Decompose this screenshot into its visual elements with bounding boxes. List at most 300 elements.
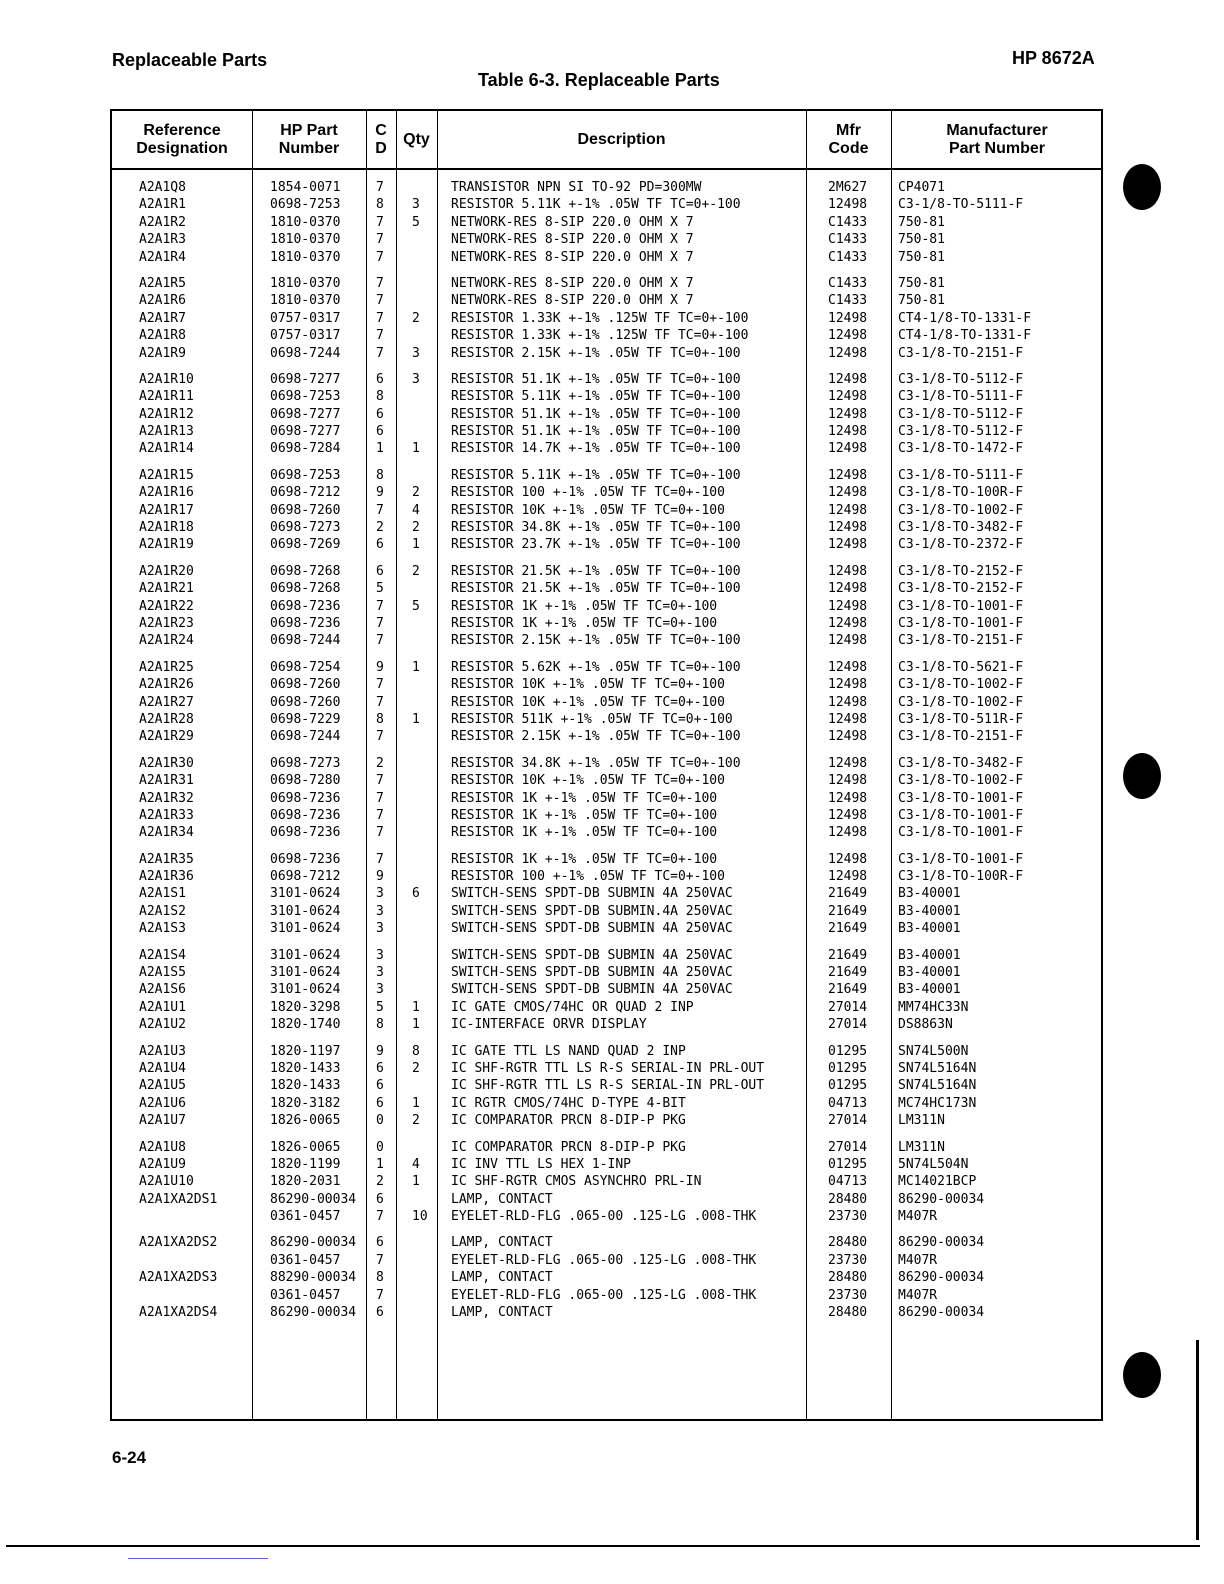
mfr-part-number-cell: M407R: [898, 1252, 938, 1268]
mfr-part-number-cell: C3-1/8-TO-2151-F: [898, 633, 1024, 649]
scan-artifact-line: [128, 1558, 268, 1559]
description-cell: SWITCH-SENS SPDT-DB SUBMIN 4A 250VAC: [451, 982, 733, 998]
part-number-cell: 1820-3182: [270, 1095, 341, 1111]
col-header-description: [437, 111, 806, 168]
ref-cell: A2A1U3: [139, 1043, 186, 1059]
qty-cell: 6: [412, 886, 420, 902]
mfr-part-number-cell: C3-1/8-TO-5111-F: [898, 389, 1024, 405]
cd-cell: 6: [376, 371, 384, 387]
table-row: [112, 903, 1101, 920]
part-number-cell: 0698-7236: [270, 851, 341, 867]
ref-cell: A2A1R30: [139, 755, 194, 771]
table-row: [112, 1287, 1101, 1304]
mfr-part-number-cell: C3-1/8-TO-511R-F: [898, 711, 1024, 727]
cd-cell: 7: [376, 615, 384, 631]
description-cell: RESISTOR 1K +-1% .05W TF TC=0+-100: [451, 807, 718, 823]
row-group: [112, 371, 1101, 458]
mfr-part-number-cell: DS8863N: [898, 1017, 953, 1033]
cd-cell: 6: [376, 1235, 384, 1251]
row-group: [112, 1139, 1101, 1226]
cd-cell: 3: [376, 965, 384, 981]
mfr-code-cell: 12498: [828, 424, 868, 440]
ref-cell: A2A1XA2DS3: [139, 1270, 218, 1286]
description-cell: LAMP, CONTACT: [451, 1235, 553, 1251]
mfr-part-number-cell: C3-1/8-TO-2151-F: [898, 345, 1024, 361]
mfr-part-number-cell: C3-1/8-TO-3482-F: [898, 520, 1024, 536]
table-row: [112, 885, 1101, 902]
cd-cell: 7: [376, 345, 384, 361]
cd-cell: 7: [376, 729, 384, 745]
cd-cell: 6: [376, 1060, 384, 1076]
description-cell: RESISTOR 10K +-1% .05W TF TC=0+-100: [451, 694, 725, 710]
cd-cell: 6: [376, 1305, 384, 1321]
mfr-part-number-cell: 750-81: [898, 249, 945, 265]
mfr-part-number-cell: M407R: [898, 1287, 938, 1303]
qty-cell: 3: [412, 371, 420, 387]
mfr-code-cell: 27014: [828, 999, 868, 1015]
mfr-part-number-cell: C3-1/8-TO-5111-F: [898, 197, 1024, 213]
cd-cell: 2: [376, 1174, 384, 1190]
mfr-code-cell: 12498: [828, 537, 868, 553]
mfr-part-number-cell: C3-1/8-TO-1472-F: [898, 441, 1024, 457]
row-group: [112, 947, 1101, 1034]
mfr-code-cell: 28480: [828, 1270, 868, 1286]
mfr-code-cell: 27014: [828, 1139, 868, 1155]
description-cell: RESISTOR 1.33K +-1% .125W TF TC=0+-100: [451, 310, 749, 326]
table-row: [112, 519, 1101, 536]
qty-cell: 3: [412, 197, 420, 213]
cd-cell: 9: [376, 869, 384, 885]
table-row: [112, 536, 1101, 553]
ref-cell: A2A1R17: [139, 502, 194, 518]
part-number-cell: 0361-0457: [270, 1287, 341, 1303]
mfr-part-number-cell: MC14021BCP: [898, 1174, 977, 1190]
cd-cell: 0: [376, 1139, 384, 1155]
row-group: [112, 659, 1101, 746]
part-number-cell: 0698-7273: [270, 520, 341, 536]
description-cell: IC COMPARATOR PRCN 8-DIP-P PKG: [451, 1113, 686, 1129]
part-number-cell: 1810-0370: [270, 232, 341, 248]
row-group: [112, 179, 1101, 266]
table-row: [112, 964, 1101, 981]
mfr-code-cell: 12498: [828, 659, 868, 675]
table-row: [112, 196, 1101, 213]
col-header-qty: [396, 111, 437, 168]
table-row: [112, 292, 1101, 309]
description-cell: IC SHF-RGTR CMOS ASYNCHRO PRL-IN: [451, 1174, 702, 1190]
ref-cell: A2A1R22: [139, 598, 194, 614]
scan-bottom-edge: [6, 1545, 1200, 1547]
cd-cell: 8: [376, 389, 384, 405]
description-cell: RESISTOR 1K +-1% .05W TF TC=0+-100: [451, 825, 718, 841]
part-number-cell: 0698-7280: [270, 773, 341, 789]
table-row: [112, 231, 1101, 248]
cd-cell: 0: [376, 1113, 384, 1129]
table-row: [112, 1112, 1101, 1129]
cd-cell: 6: [376, 1191, 384, 1207]
header-rule: [112, 168, 1101, 170]
ref-cell: A2A1R20: [139, 563, 194, 579]
table-row: [112, 807, 1101, 824]
ref-cell: A2A1U2: [139, 1017, 186, 1033]
table-row: [112, 615, 1101, 632]
ref-cell: A2A1R21: [139, 581, 194, 597]
description-cell: RESISTOR 100 +-1% .05W TF TC=0+-100: [451, 485, 725, 501]
ref-cell: A2A1U6: [139, 1095, 186, 1111]
mfr-part-number-cell: SN74L5164N: [898, 1078, 977, 1094]
ref-cell: A2A1U5: [139, 1078, 186, 1094]
ref-cell: A2A1R6: [139, 293, 186, 309]
part-number-cell: 1826-0065: [270, 1113, 341, 1129]
binder-hole: [1123, 1352, 1161, 1398]
description-cell: SWITCH-SENS SPDT-DB SUBMIN 4A 250VAC: [451, 886, 733, 902]
part-number-cell: 0698-7277: [270, 406, 341, 422]
qty-cell: 2: [412, 563, 420, 579]
ref-cell: A2A1R8: [139, 328, 186, 344]
mfr-part-number-cell: B3-40001: [898, 947, 961, 963]
mfr-code-cell: 12498: [828, 328, 868, 344]
mfr-part-number-cell: B3-40001: [898, 965, 961, 981]
col-header-label: Reference Designation: [136, 121, 228, 157]
ref-cell: A2A1U1: [139, 999, 186, 1015]
ref-cell: A2A1Q8: [139, 180, 186, 195]
table-row: [112, 214, 1101, 231]
description-cell: IC GATE CMOS/74HC OR QUAD 2 INP: [451, 999, 694, 1015]
part-number-cell: 1810-0370: [270, 275, 341, 291]
description-cell: LAMP, CONTACT: [451, 1191, 553, 1207]
description-cell: RESISTOR 10K +-1% .05W TF TC=0+-100: [451, 677, 725, 693]
qty-cell: 2: [412, 1113, 420, 1129]
mfr-code-cell: 12498: [828, 869, 868, 885]
mfr-code-cell: 2M627: [828, 180, 868, 195]
table-row: [112, 1156, 1101, 1173]
cd-cell: 7: [376, 790, 384, 806]
mfr-part-number-cell: MM74HC33N: [898, 999, 969, 1015]
part-number-cell: 3101-0624: [270, 982, 341, 998]
col-header-label: Qty: [403, 130, 430, 148]
mfr-code-cell: 12498: [828, 310, 868, 326]
col-header-label: Mfr Code: [828, 121, 869, 157]
part-number-cell: 0698-7260: [270, 502, 341, 518]
mfr-part-number-cell: C3-1/8-TO-5621-F: [898, 659, 1024, 675]
mfr-code-cell: 12498: [828, 441, 868, 457]
mfr-part-number-cell: C3-1/8-TO-100R-F: [898, 485, 1024, 501]
description-cell: RESISTOR 511K +-1% .05W TF TC=0+-100: [451, 711, 733, 727]
description-cell: RESISTOR 14.7K +-1% .05W TF TC=0+-100: [451, 441, 741, 457]
table-row: [112, 1304, 1101, 1321]
table-row: [112, 502, 1101, 519]
cd-cell: 6: [376, 424, 384, 440]
table-row: [112, 868, 1101, 885]
description-cell: RESISTOR 34.8K +-1% .05W TF TC=0+-100: [451, 755, 741, 771]
description-cell: IC SHF-RGTR TTL LS R-S SERIAL-IN PRL-OUT: [451, 1060, 765, 1076]
mfr-code-cell: 12498: [828, 345, 868, 361]
table-row: [112, 327, 1101, 344]
part-number-cell: 0698-7212: [270, 485, 341, 501]
cd-cell: 1: [376, 441, 384, 457]
mfr-part-number-cell: C3-1/8-TO-1002-F: [898, 677, 1024, 693]
part-number-cell: 0698-7253: [270, 197, 341, 213]
ref-cell: A2A1R4: [139, 249, 186, 265]
part-number-cell: 0698-7277: [270, 371, 341, 387]
part-number-cell: 1854-0071: [270, 180, 341, 195]
mfr-code-cell: 12498: [828, 729, 868, 745]
mfr-part-number-cell: M407R: [898, 1209, 938, 1225]
table-row: [112, 1139, 1101, 1156]
table-title: Table 6-3. Replaceable Parts: [478, 70, 720, 90]
cd-cell: 7: [376, 773, 384, 789]
description-cell: SWITCH-SENS SPDT-DB SUBMIN 4A 250VAC: [451, 947, 733, 963]
ref-cell: A2A1R10: [139, 371, 194, 387]
description-cell: LAMP, CONTACT: [451, 1305, 553, 1321]
part-number-cell: 0698-7284: [270, 441, 341, 457]
description-cell: IC RGTR CMOS/74HC D-TYPE 4-BIT: [451, 1095, 686, 1111]
cd-cell: 6: [376, 1078, 384, 1094]
part-number-cell: 86290-00034: [270, 1305, 357, 1321]
description-cell: IC COMPARATOR PRCN 8-DIP-P PKG: [451, 1139, 686, 1155]
table-row: [112, 659, 1101, 676]
mfr-code-cell: 01295: [828, 1043, 868, 1059]
description-cell: RESISTOR 1K +-1% .05W TF TC=0+-100: [451, 790, 718, 806]
mfr-code-cell: 21649: [828, 903, 868, 919]
ref-cell: A2A1R25: [139, 659, 194, 675]
mfr-code-cell: 23730: [828, 1287, 868, 1303]
ref-cell: A2A1S6: [139, 982, 186, 998]
cd-cell: 7: [376, 275, 384, 291]
part-number-cell: 0361-0457: [270, 1252, 341, 1268]
part-number-cell: 1820-1197: [270, 1043, 341, 1059]
part-number-cell: 0698-7260: [270, 677, 341, 693]
table-row: [112, 1234, 1101, 1251]
mfr-code-cell: 12498: [828, 485, 868, 501]
table-row: [112, 824, 1101, 841]
cd-cell: 8: [376, 711, 384, 727]
description-cell: IC INV TTL LS HEX 1-INP: [451, 1156, 632, 1172]
cd-cell: 2: [376, 755, 384, 771]
cd-cell: 7: [376, 1209, 384, 1225]
cd-cell: 9: [376, 659, 384, 675]
ref-cell: A2A1R2: [139, 214, 186, 230]
qty-cell: 1: [412, 999, 420, 1015]
mfr-part-number-cell: LM311N: [898, 1139, 945, 1155]
ref-cell: A2A1R35: [139, 851, 194, 867]
cd-cell: 5: [376, 581, 384, 597]
mfr-code-cell: 23730: [828, 1209, 868, 1225]
mfr-part-number-cell: CP4071: [898, 180, 945, 195]
part-number-cell: 0698-7273: [270, 755, 341, 771]
mfr-code-cell: 12498: [828, 677, 868, 693]
cd-cell: 8: [376, 1017, 384, 1033]
description-cell: SWITCH-SENS SPDT-DB SUBMIN 4A 250VAC: [451, 965, 733, 981]
part-number-cell: 0698-7236: [270, 807, 341, 823]
mfr-part-number-cell: C3-1/8-TO-1001-F: [898, 790, 1024, 806]
part-number-cell: 0698-7244: [270, 633, 341, 649]
mfr-part-number-cell: C3-1/8-TO-1001-F: [898, 807, 1024, 823]
parts-table: [110, 109, 1103, 1421]
cd-cell: 2: [376, 520, 384, 536]
table-row: [112, 1016, 1101, 1033]
ref-cell: A2A1R36: [139, 869, 194, 885]
mfr-code-cell: 04713: [828, 1174, 868, 1190]
cd-cell: 9: [376, 485, 384, 501]
mfr-code-cell: 12498: [828, 581, 868, 597]
description-cell: RESISTOR 5.11K +-1% .05W TF TC=0+-100: [451, 389, 741, 405]
description-cell: IC SHF-RGTR TTL LS R-S SERIAL-IN PRL-OUT: [451, 1078, 765, 1094]
description-cell: RESISTOR 10K +-1% .05W TF TC=0+-100: [451, 773, 725, 789]
table-row: [112, 694, 1101, 711]
ref-cell: A2A1S1: [139, 886, 186, 902]
part-number-cell: 0698-7268: [270, 563, 341, 579]
table-row: [112, 371, 1101, 388]
part-number-cell: 0757-0317: [270, 328, 341, 344]
description-cell: NETWORK-RES 8-SIP 220.0 OHM X 7: [451, 214, 694, 230]
table-row: [112, 920, 1101, 937]
ref-cell: A2A1S4: [139, 947, 186, 963]
ref-cell: A2A1U4: [139, 1060, 186, 1076]
mfr-part-number-cell: B3-40001: [898, 903, 961, 919]
table-row: [112, 406, 1101, 423]
qty-cell: 1: [412, 1017, 420, 1033]
part-number-cell: 1826-0065: [270, 1139, 341, 1155]
mfr-part-number-cell: 5N74L504N: [898, 1156, 969, 1172]
ref-cell: A2A1R29: [139, 729, 194, 745]
qty-cell: 1: [412, 1174, 420, 1190]
mfr-part-number-cell: C3-1/8-TO-1001-F: [898, 851, 1024, 867]
part-number-cell: 0698-7277: [270, 424, 341, 440]
description-cell: RESISTOR 21.5K +-1% .05W TF TC=0+-100: [451, 581, 741, 597]
ref-cell: A2A1R13: [139, 424, 194, 440]
description-cell: RESISTOR 1K +-1% .05W TF TC=0+-100: [451, 851, 718, 867]
ref-cell: A2A1S3: [139, 921, 186, 937]
mfr-part-number-cell: C3-1/8-TO-1002-F: [898, 773, 1024, 789]
cd-cell: 6: [376, 537, 384, 553]
part-number-cell: 0361-0457: [270, 1209, 341, 1225]
mfr-code-cell: 01295: [828, 1060, 868, 1076]
mfr-code-cell: 28480: [828, 1305, 868, 1321]
description-cell: RESISTOR 2.15K +-1% .05W TF TC=0+-100: [451, 345, 741, 361]
qty-cell: 1: [412, 659, 420, 675]
part-number-cell: 0698-7269: [270, 537, 341, 553]
description-cell: RESISTOR 1K +-1% .05W TF TC=0+-100: [451, 615, 718, 631]
description-cell: RESISTOR 51.1K +-1% .05W TF TC=0+-100: [451, 371, 741, 387]
row-group: [112, 563, 1101, 650]
cd-cell: 6: [376, 406, 384, 422]
part-number-cell: 1820-2031: [270, 1174, 341, 1190]
scan-edge-mark: [1196, 1340, 1199, 1540]
row-group: [112, 1043, 1101, 1130]
mfr-part-number-cell: 750-81: [898, 214, 945, 230]
mfr-code-cell: 12498: [828, 790, 868, 806]
part-number-cell: 88290-00034: [270, 1270, 357, 1286]
mfr-part-number-cell: LM311N: [898, 1113, 945, 1129]
mfr-part-number-cell: C3-1/8-TO-3482-F: [898, 755, 1024, 771]
description-cell: IC GATE TTL LS NAND QUAD 2 INP: [451, 1043, 686, 1059]
mfr-code-cell: C1433: [828, 214, 868, 230]
table-row: [112, 563, 1101, 580]
mfr-part-number-cell: C3-1/8-TO-2152-F: [898, 581, 1024, 597]
ref-cell: A2A1XA2DS1: [139, 1191, 218, 1207]
table-row: [112, 999, 1101, 1016]
col-header-mfr-part-number: [891, 111, 1103, 168]
table-row: [112, 388, 1101, 405]
mfr-part-number-cell: 86290-00034: [898, 1305, 985, 1321]
part-number-cell: 86290-00034: [270, 1191, 357, 1207]
ref-cell: A2A1S2: [139, 903, 186, 919]
mfr-part-number-cell: B3-40001: [898, 921, 961, 937]
mfr-part-number-cell: 86290-00034: [898, 1191, 985, 1207]
part-number-cell: 0698-7212: [270, 869, 341, 885]
ref-cell: A2A1R1: [139, 197, 186, 213]
ref-cell: A2A1R28: [139, 711, 194, 727]
qty-cell: 2: [412, 310, 420, 326]
part-number-cell: 1820-1740: [270, 1017, 341, 1033]
ref-cell: A2A1R15: [139, 467, 194, 483]
mfr-part-number-cell: C3-1/8-TO-5112-F: [898, 406, 1024, 422]
table-row: [112, 1252, 1101, 1269]
table-row: [112, 632, 1101, 649]
ref-cell: A2A1R12: [139, 406, 194, 422]
ref-cell: A2A1R34: [139, 825, 194, 841]
ref-cell: A2A1R31: [139, 773, 194, 789]
qty-cell: 5: [412, 598, 420, 614]
table-row: [112, 1173, 1101, 1190]
qty-cell: 1: [412, 441, 420, 457]
cd-cell: 7: [376, 633, 384, 649]
description-cell: RESISTOR 100 +-1% .05W TF TC=0+-100: [451, 869, 725, 885]
part-number-cell: 0698-7236: [270, 615, 341, 631]
qty-cell: 1: [412, 537, 420, 553]
mfr-part-number-cell: C3-1/8-TO-5112-F: [898, 371, 1024, 387]
mfr-part-number-cell: C3-1/8-TO-5111-F: [898, 467, 1024, 483]
qty-cell: 5: [412, 214, 420, 230]
mfr-code-cell: 12498: [828, 755, 868, 771]
ref-cell: A2A1S5: [139, 965, 186, 981]
mfr-code-cell: C1433: [828, 232, 868, 248]
cd-cell: 7: [376, 825, 384, 841]
cd-cell: 6: [376, 1095, 384, 1111]
cd-cell: 7: [376, 1252, 384, 1268]
mfr-code-cell: 28480: [828, 1235, 868, 1251]
cd-cell: 7: [376, 1287, 384, 1303]
table-row: [112, 1043, 1101, 1060]
part-number-cell: 1810-0370: [270, 249, 341, 265]
table-row: [112, 1095, 1101, 1112]
mfr-code-cell: 12498: [828, 563, 868, 579]
ref-cell: A2A1U8: [139, 1139, 186, 1155]
part-number-cell: 0698-7260: [270, 694, 341, 710]
ref-cell: A2A1U10: [139, 1174, 194, 1190]
table-row: [112, 676, 1101, 693]
ref-cell: A2A1U9: [139, 1156, 186, 1172]
cd-cell: 7: [376, 249, 384, 265]
qty-cell: 10: [412, 1209, 428, 1225]
qty-cell: 3: [412, 345, 420, 361]
ref-cell: A2A1R23: [139, 615, 194, 631]
cd-cell: 7: [376, 180, 384, 195]
cd-cell: 6: [376, 563, 384, 579]
ref-cell: A2A1R16: [139, 485, 194, 501]
cd-cell: 7: [376, 694, 384, 710]
cd-cell: 9: [376, 1043, 384, 1059]
mfr-part-number-cell: 750-81: [898, 232, 945, 248]
mfr-code-cell: 23730: [828, 1252, 868, 1268]
ref-cell: A2A1R5: [139, 275, 186, 291]
mfr-code-cell: 27014: [828, 1017, 868, 1033]
part-number-cell: 3101-0624: [270, 947, 341, 963]
qty-cell: 1: [412, 1095, 420, 1111]
description-cell: EYELET-RLD-FLG .065-00 .125-LG .008-THK: [451, 1287, 757, 1303]
page-number: 6-24: [112, 1448, 147, 1467]
